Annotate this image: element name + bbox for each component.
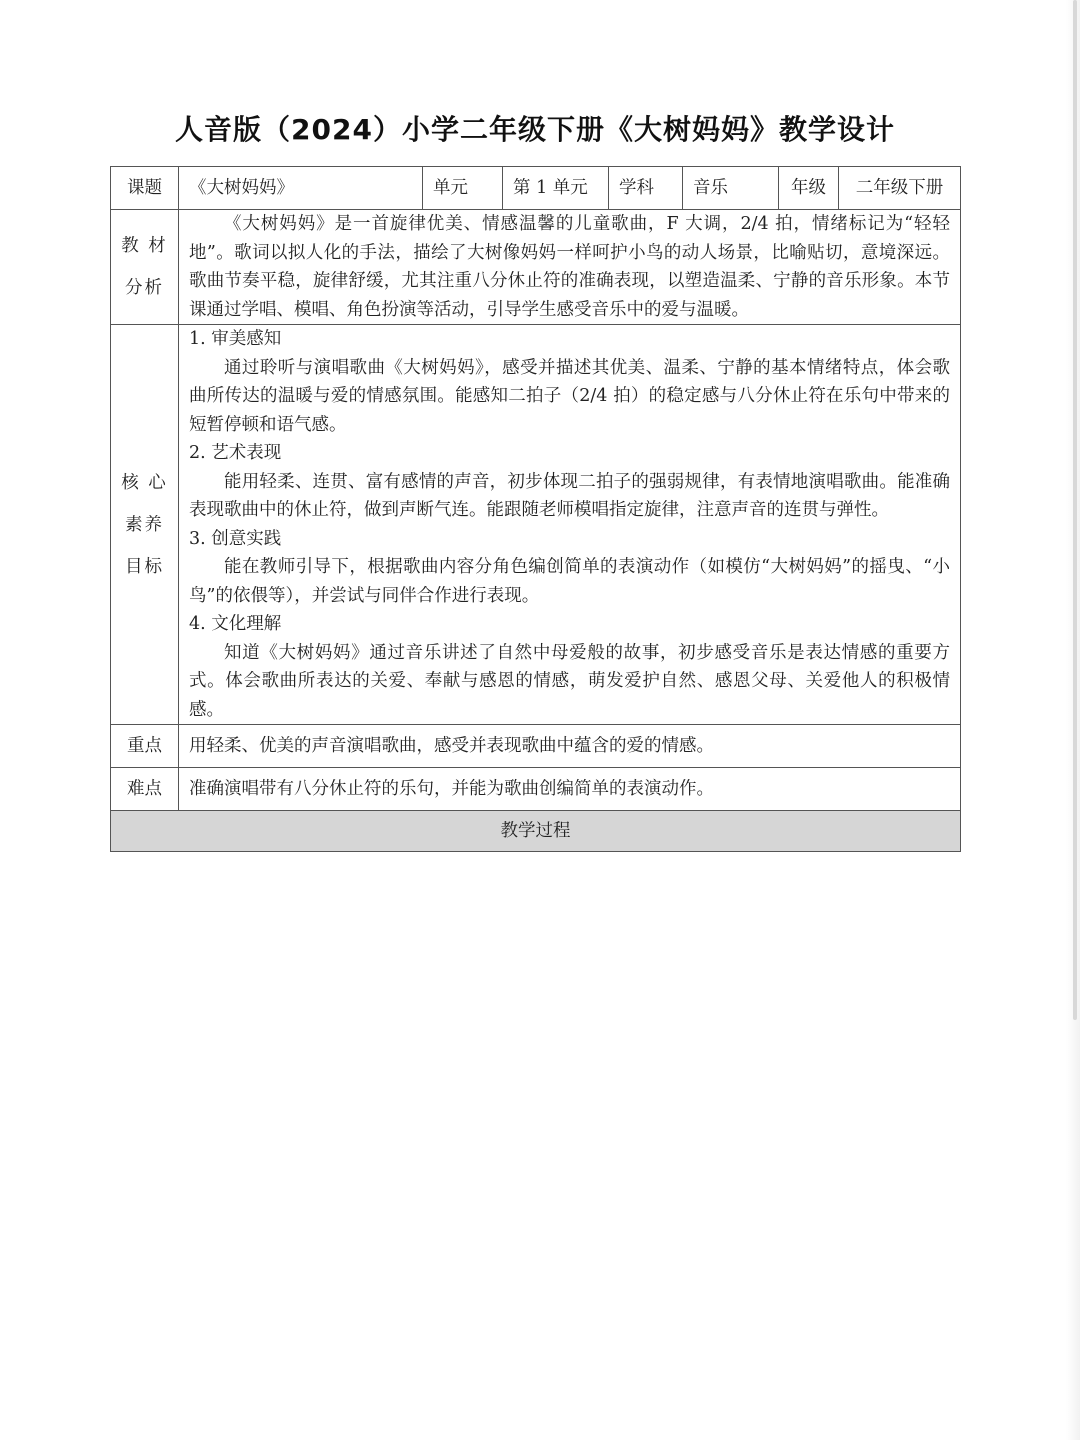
analysis-row [111,210,961,325]
section-title-aesthetic: 1. 审美感知 [189,329,282,349]
grade-label: 年级 [779,167,839,210]
section-title-performance: 2. 艺术表现 [189,443,282,463]
core-label-line: 素养 [125,514,164,535]
document-title: 人音版（2024）小学二年级下册《大树妈妈》教学设计 [175,113,895,146]
section-title-culture: 4. 文化理解 [189,614,282,634]
topic-value: 《大树妈妈》 [179,167,423,210]
section-text-aesthetic: 通过聆听与演唱歌曲《大树妈妈》，感受并描述其优美、温柔、宁静的基本情绪特点，体会歌曲所传达的温暖与爱的情感氛围。能感知二拍子（2/4 拍）的稳定感与八分休止符在乐句中带来的短暂停顿和语气感。 [189,357,950,435]
section-text-performance: 能用轻柔、连贯、富有感情的声音，初步体现二拍子的强弱规律，有表情地演唱歌曲。能准确表现歌曲中的休止符，做到声断气连。能跟随老师模唱指定旋律，注意声音的连贯与弹性。 [189,471,950,520]
process-header-row [111,811,961,852]
unit-value: 第 1 单元 [503,167,609,210]
subject-value: 音乐 [683,167,779,210]
analysis-label-line: 教 材 [121,236,168,256]
section-title-creative: 3. 创意实践 [189,528,282,549]
difficult-point-label: 难点 [111,768,179,811]
difficult-point-text: 准确演唱带有八分休止符的乐句，并能为歌曲创编简单的表演动作。 [179,768,961,811]
analysis-label-line: 分析 [125,278,164,298]
unit-label: 单元 [423,167,503,210]
section-text-creative: 能在教师引导下，根据歌曲内容分角色编创简单的表演动作（如模仿“大树妈妈”的摇曳、“小鸟”的依偎等），并尝试与同伴合作进行表现。 [189,557,950,606]
section-text-culture: 知道《大树妈妈》通过音乐讲述了自然中母爱般的故事，初步感受音乐是表达情感的重要方式。体会歌曲所表达的关爱、奉献与感恩的情感，萌发爱护自然、感恩父母、关爱他人的积极情感。 [189,642,950,720]
core-goals-label [111,325,179,725]
key-point-label: 重点 [111,725,179,768]
header-row [111,167,961,210]
analysis-content [179,210,961,325]
analysis-text: 《大树妈妈》是一首旋律优美、情感温馨的儿童歌曲，F 大调，2/4 拍，情绪标记为“轻轻地”。歌词以拟人化的手法，描绘了大树像妈妈一样呵护小鸟的动人场景，比喻贴切，意境深远。歌曲节奏平稳，旋律舒缓，尤其注重八分休止符的准确表现，以塑造温柔、宁静的音乐形象。本节课通过学唱、模唱、角色扮演等活动，引导学生感受音乐中的爱与温暖。 [189,214,950,320]
grade-value: 二年级下册 [839,167,961,210]
process-header: 教学过程 [111,811,961,852]
topic-label: 课题 [111,167,179,210]
core-goals-content [179,325,961,725]
subject-label: 学科 [609,167,683,210]
core-label-line: 核 心 [121,472,168,493]
key-point-text: 用轻柔、优美的声音演唱歌曲，感受并表现歌曲中蕴含的爱的情感。 [179,725,961,768]
lesson-plan-table [110,166,961,852]
difficult-point-row [111,768,961,811]
scrollbar[interactable] [1073,0,1077,1020]
analysis-label [111,210,179,325]
core-goals-row [111,325,961,725]
core-label-line: 目标 [125,556,164,577]
key-point-row [111,725,961,768]
